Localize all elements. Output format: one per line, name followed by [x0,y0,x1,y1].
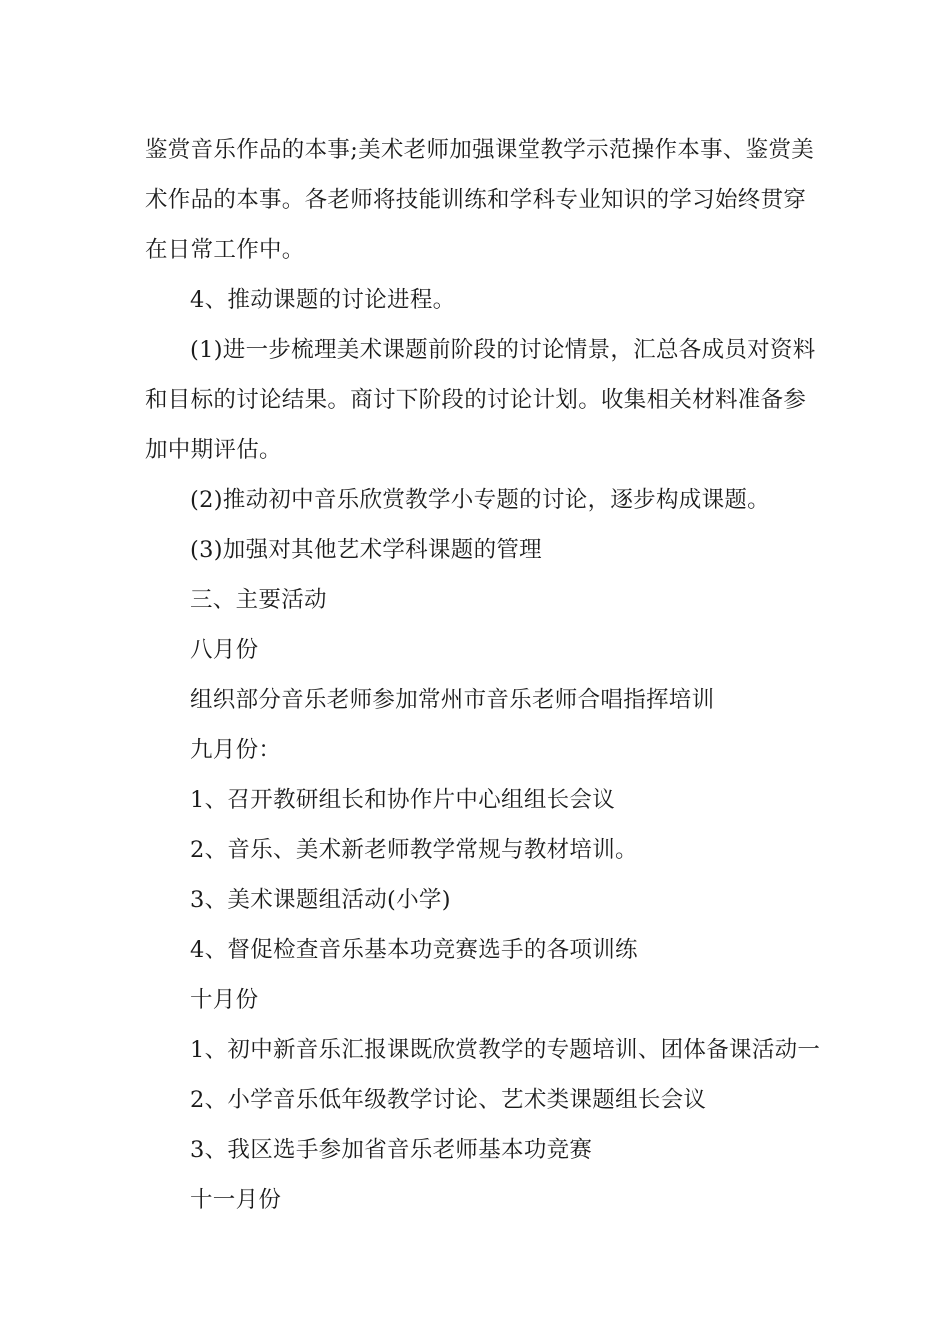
paragraph-line: 加中期评估。 [145,437,282,463]
activity-item: 2、音乐、美术新老师教学常规与教材培训。 [190,837,638,863]
paragraph-line: (1)进一步梳理美术课题前阶段的讨论情景，汇总各成员对资料 [190,337,816,363]
month-heading: 八月份 [190,637,259,663]
month-heading: 十月份 [190,987,259,1013]
activity-item: 1、初中新音乐汇报课既欣赏教学的专题培训、团体备课活动一 [190,1037,821,1063]
month-heading: 九月份： [190,737,282,763]
month-heading: 十一月份 [190,1187,282,1213]
paragraph-line: 术作品的本事。各老师将技能训练和学科专业知识的学习始终贯穿 [145,187,807,213]
activity-item: 4、督促检查音乐基本功竞赛选手的各项训练 [190,937,638,963]
activity-item: 1、召开教研组长和协作片中心组组长会议 [190,787,616,813]
paragraph-line: 和目标的讨论结果。商讨下阶段的讨论计划。收集相关材料准备参 [145,387,807,413]
activity-item: 3、我区选手参加省音乐老师基本功竞赛 [190,1137,593,1163]
activity-item: 组织部分音乐老师参加常州市音乐老师合唱指挥培训 [190,687,715,713]
activity-item: 2、小学音乐低年级教学讨论、艺术类课题组长会议 [190,1087,707,1113]
paragraph-line: 鉴赏音乐作品的本事;美术老师加强课堂教学示范操作本事、鉴赏美 [145,137,815,163]
paragraph-line: (3)加强对其他艺术学科课题的管理 [190,537,542,563]
section-item: 4、推动课题的讨论进程。 [190,287,456,313]
section-heading: 三、主要活动 [190,587,327,613]
paragraph-line: 在日常工作中。 [145,237,305,263]
activity-item: 3、美术课题组活动(小学) [190,887,451,913]
paragraph-line: (2)推动初中音乐欣赏教学小专题的讨论，逐步构成课题。 [190,487,770,513]
